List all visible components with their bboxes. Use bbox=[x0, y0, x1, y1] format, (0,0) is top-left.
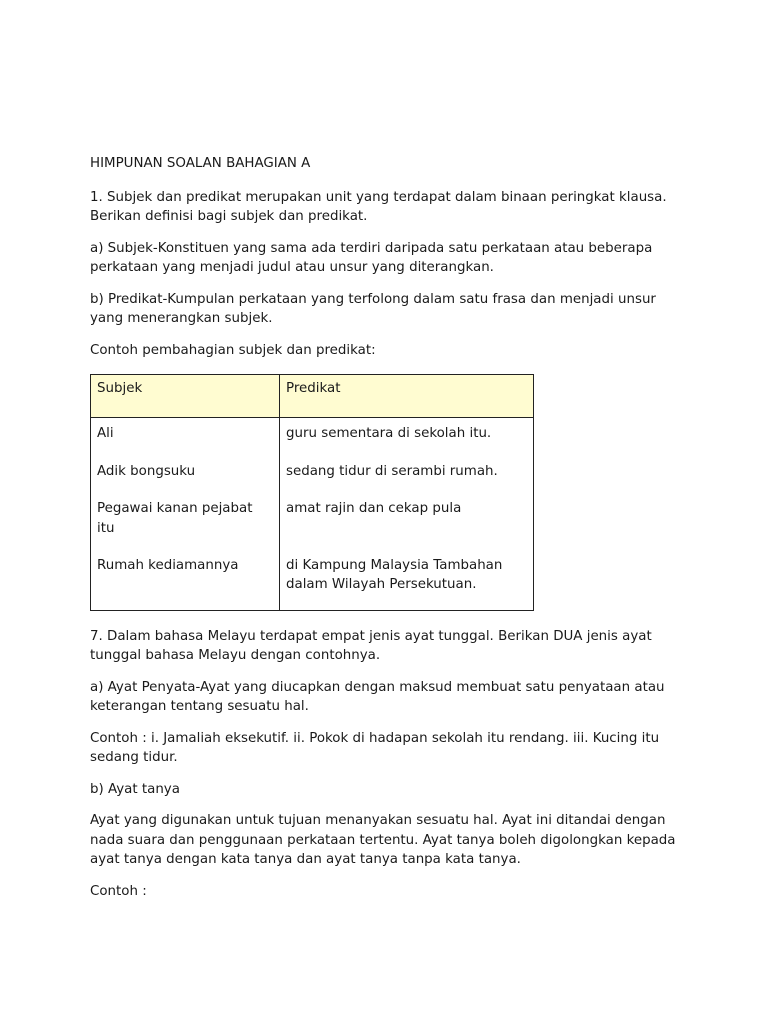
example-intro: Contoh pembahagian subjek dan predikat: bbox=[90, 342, 376, 358]
tanya-description: Ayat yang digunakan untuk tujuan menanyakan sesuatu hal. Ayat ini ditandai dengan nada suara dan penggunaan perkataan tertentu. Ayat tanya boleh digolongkan kepada ayat tanya dengan kata tanya dan ayat tanya tanpa kata tanya. bbox=[90, 813, 676, 867]
predikat-text: guru sementara di sekolah itu. bbox=[286, 426, 492, 441]
answer-7a-penyata: a) Ayat Penyata-Ayat yang diucapkan dengan maksud membuat satu penyataan atau keterangan tentang sesuatu hal. bbox=[90, 679, 665, 714]
question-1: 1. Subjek dan predikat merupakan unit yang terdapat dalam binaan peringkat klausa. Berikan definisi bagi subjek dan predikat. bbox=[90, 189, 667, 224]
document-heading: HIMPUNAN SOALAN BAHAGIAN A bbox=[90, 156, 311, 171]
table-row bbox=[91, 418, 534, 611]
predikat-text: sedang tidur di serambi rumah. bbox=[286, 463, 498, 479]
table-cell-subjek bbox=[91, 418, 280, 611]
subjek-predikat-table bbox=[90, 374, 534, 611]
example-tanya: Contoh : bbox=[90, 883, 147, 899]
subjek-text: Ali bbox=[97, 426, 114, 441]
predikat-text: di Kampung Malaysia Tambahan dalam Wilayah Persekutuan. bbox=[286, 557, 503, 592]
example-penyata: Contoh : i. Jamaliah eksekutif. ii. Pokok di hadapan sekolah itu rendang. iii. Kucing itu sedang tidur. bbox=[90, 730, 660, 765]
document-page bbox=[90, 154, 690, 913]
table-cell-predikat bbox=[280, 418, 534, 611]
table-header-predikat: Predikat bbox=[280, 375, 534, 418]
question-7: 7. Dalam bahasa Melayu terdapat empat jenis ayat tunggal. Berikan DUA jenis ayat tunggal bahasa Melayu dengan contohnya. bbox=[90, 628, 652, 663]
answer-7b-tanya: b) Ayat tanya bbox=[90, 781, 180, 797]
subjek-text: Pegawai kanan pejabat itu bbox=[97, 501, 253, 536]
subjek-text: Adik bongsuku bbox=[97, 463, 196, 479]
predikat-text: amat rajin dan cekap pula bbox=[286, 501, 462, 516]
table-header-subjek: Subjek bbox=[91, 375, 280, 418]
subjek-text: Rumah kediamannya bbox=[97, 558, 239, 573]
answer-a-subjek: a) Subjek-Konstituen yang sama ada terdiri daripada satu perkataan atau beberapa perkataan yang menjadi judul atau unsur yang diterangkan. bbox=[90, 240, 653, 275]
table-header-row bbox=[91, 375, 534, 418]
answer-b-predikat: b) Predikat-Kumpulan perkataan yang terfolong dalam satu frasa dan menjadi unsur yang menerangkan subjek. bbox=[90, 291, 656, 326]
